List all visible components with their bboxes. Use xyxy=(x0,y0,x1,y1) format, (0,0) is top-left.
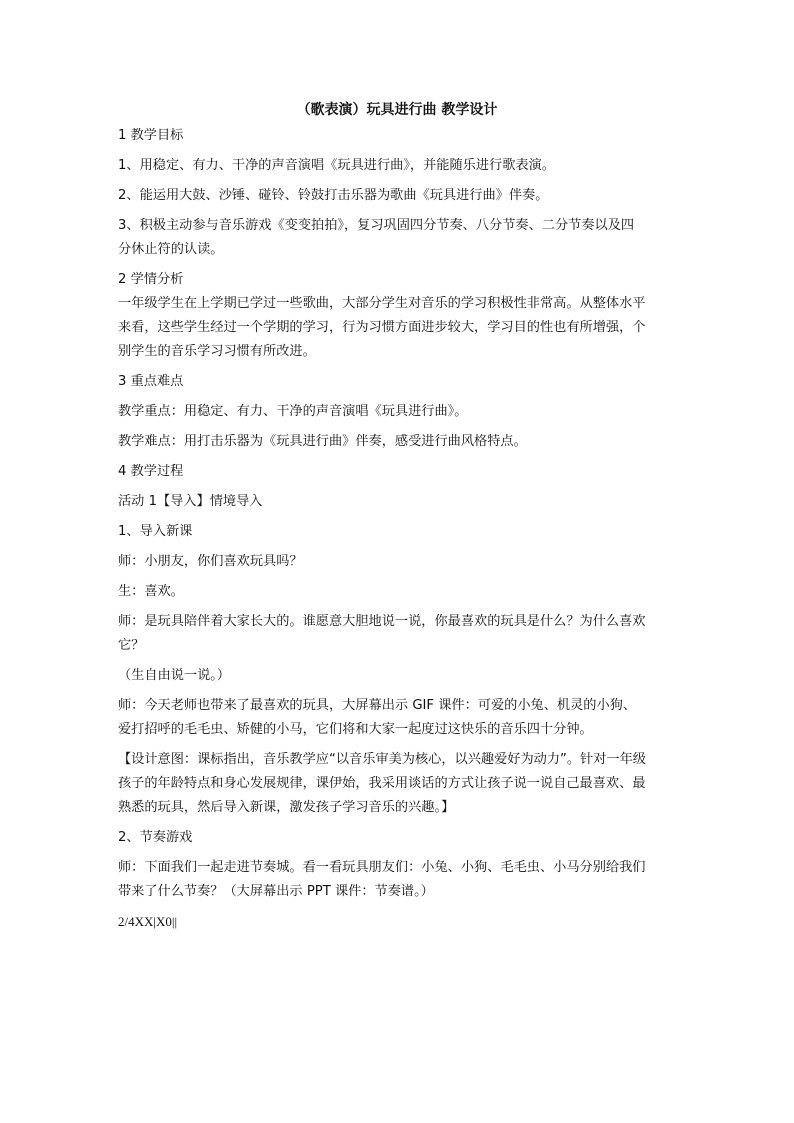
section-heading-key-points: 3 重点难点 xyxy=(118,374,184,389)
design-intent-line: 孩子的年龄特点和身心发展规律，课伊始，我采用谈话的方式让孩子说一说自己最喜欢、最 xyxy=(118,776,646,791)
paragraph-line: 来看，这些学生经过一个学期的学习，行为习惯方面进步较大，学习目的性也有所增强，个 xyxy=(118,320,646,335)
subsection-heading-intro: 1、导入新课 xyxy=(118,524,193,539)
key-point: 教学重点：用稳定、有力、干净的声音演唱《玩具进行曲》。 xyxy=(118,404,468,419)
activity-heading: 活动 1【导入】情境导入 xyxy=(118,494,263,509)
goal-item-3-cont: 分休止符的认读。 xyxy=(118,242,224,257)
dialogue-line-cont: 带来了什么节奏？（大屏幕出示 PPT 课件：节奏谱。） xyxy=(118,884,434,899)
dialogue-line: 师：下面我们一起走进节奏城。看一看玩具朋友们：小兔、小狗、毛毛虫、小马分别给我们 xyxy=(118,860,646,875)
note-line: （生自由说一说。） xyxy=(118,668,231,683)
section-heading-teaching-process: 4 教学过程 xyxy=(118,464,184,479)
dialogue-line-cont: 它？ xyxy=(118,638,145,653)
dialogue-line-cont: 爱打招呼的毛毛虫、矫健的小马，它们将和大家一起度过这快乐的音乐四十分钟。 xyxy=(118,722,593,737)
dialogue-line: 师：今天老师也带来了最喜欢的玩具，大屏幕出示 GIF 课件：可爱的小兔、机灵的小狗、 xyxy=(118,698,637,713)
document-title: （歌表演）玩具进行曲 教学设计 xyxy=(296,102,498,118)
paragraph-line: 别学生的音乐学习习惯有所改进。 xyxy=(118,344,316,359)
paragraph-line: 一年级学生在上学期已学过一些歌曲，大部分学生对音乐的学习积极性非常高。从整体水平 xyxy=(118,296,646,311)
design-intent-line: 【设计意图：课标指出，音乐教学应“以音乐审美为核心，以兴趣爱好为动力”。针对一年级 xyxy=(118,752,646,767)
dialogue-line: 师：小朋友，你们喜欢玩具吗？ xyxy=(118,554,303,569)
rhythm-notation: 2/4XX|X0|| xyxy=(118,914,178,929)
goal-item-2: 2、能运用大鼓、沙锤、碰铃、铃鼓打击乐器为歌曲《玩具进行曲》伴奏。 xyxy=(118,188,549,203)
dialogue-line: 师：是玩具陪伴着大家长大的。谁愿意大胆地说一说，你最喜欢的玩具是什么？为什么喜欢 xyxy=(118,614,646,629)
dialogue-line: 生：喜欢。 xyxy=(118,584,184,599)
section-heading-student-analysis: 2 学情分析 xyxy=(118,272,184,287)
difficult-point: 教学难点：用打击乐器为《玩具进行曲》伴奏，感受进行曲风格特点。 xyxy=(118,434,527,449)
design-intent-line: 熟悉的玩具，然后导入新课，激发孩子学习音乐的兴趣。】 xyxy=(118,800,455,815)
subsection-heading-rhythm-game: 2、节奏游戏 xyxy=(118,830,193,845)
section-heading-teaching-goals: 1 教学目标 xyxy=(118,128,184,143)
goal-item-3: 3、积极主动参与音乐游戏《变变拍拍》，复习巩固四分节奏、八分节奏、二分节奏以及四 xyxy=(118,218,635,233)
goal-item-1: 1、用稳定、有力、干净的声音演唱《玩具进行曲》，并能随乐进行歌表演。 xyxy=(118,158,555,173)
